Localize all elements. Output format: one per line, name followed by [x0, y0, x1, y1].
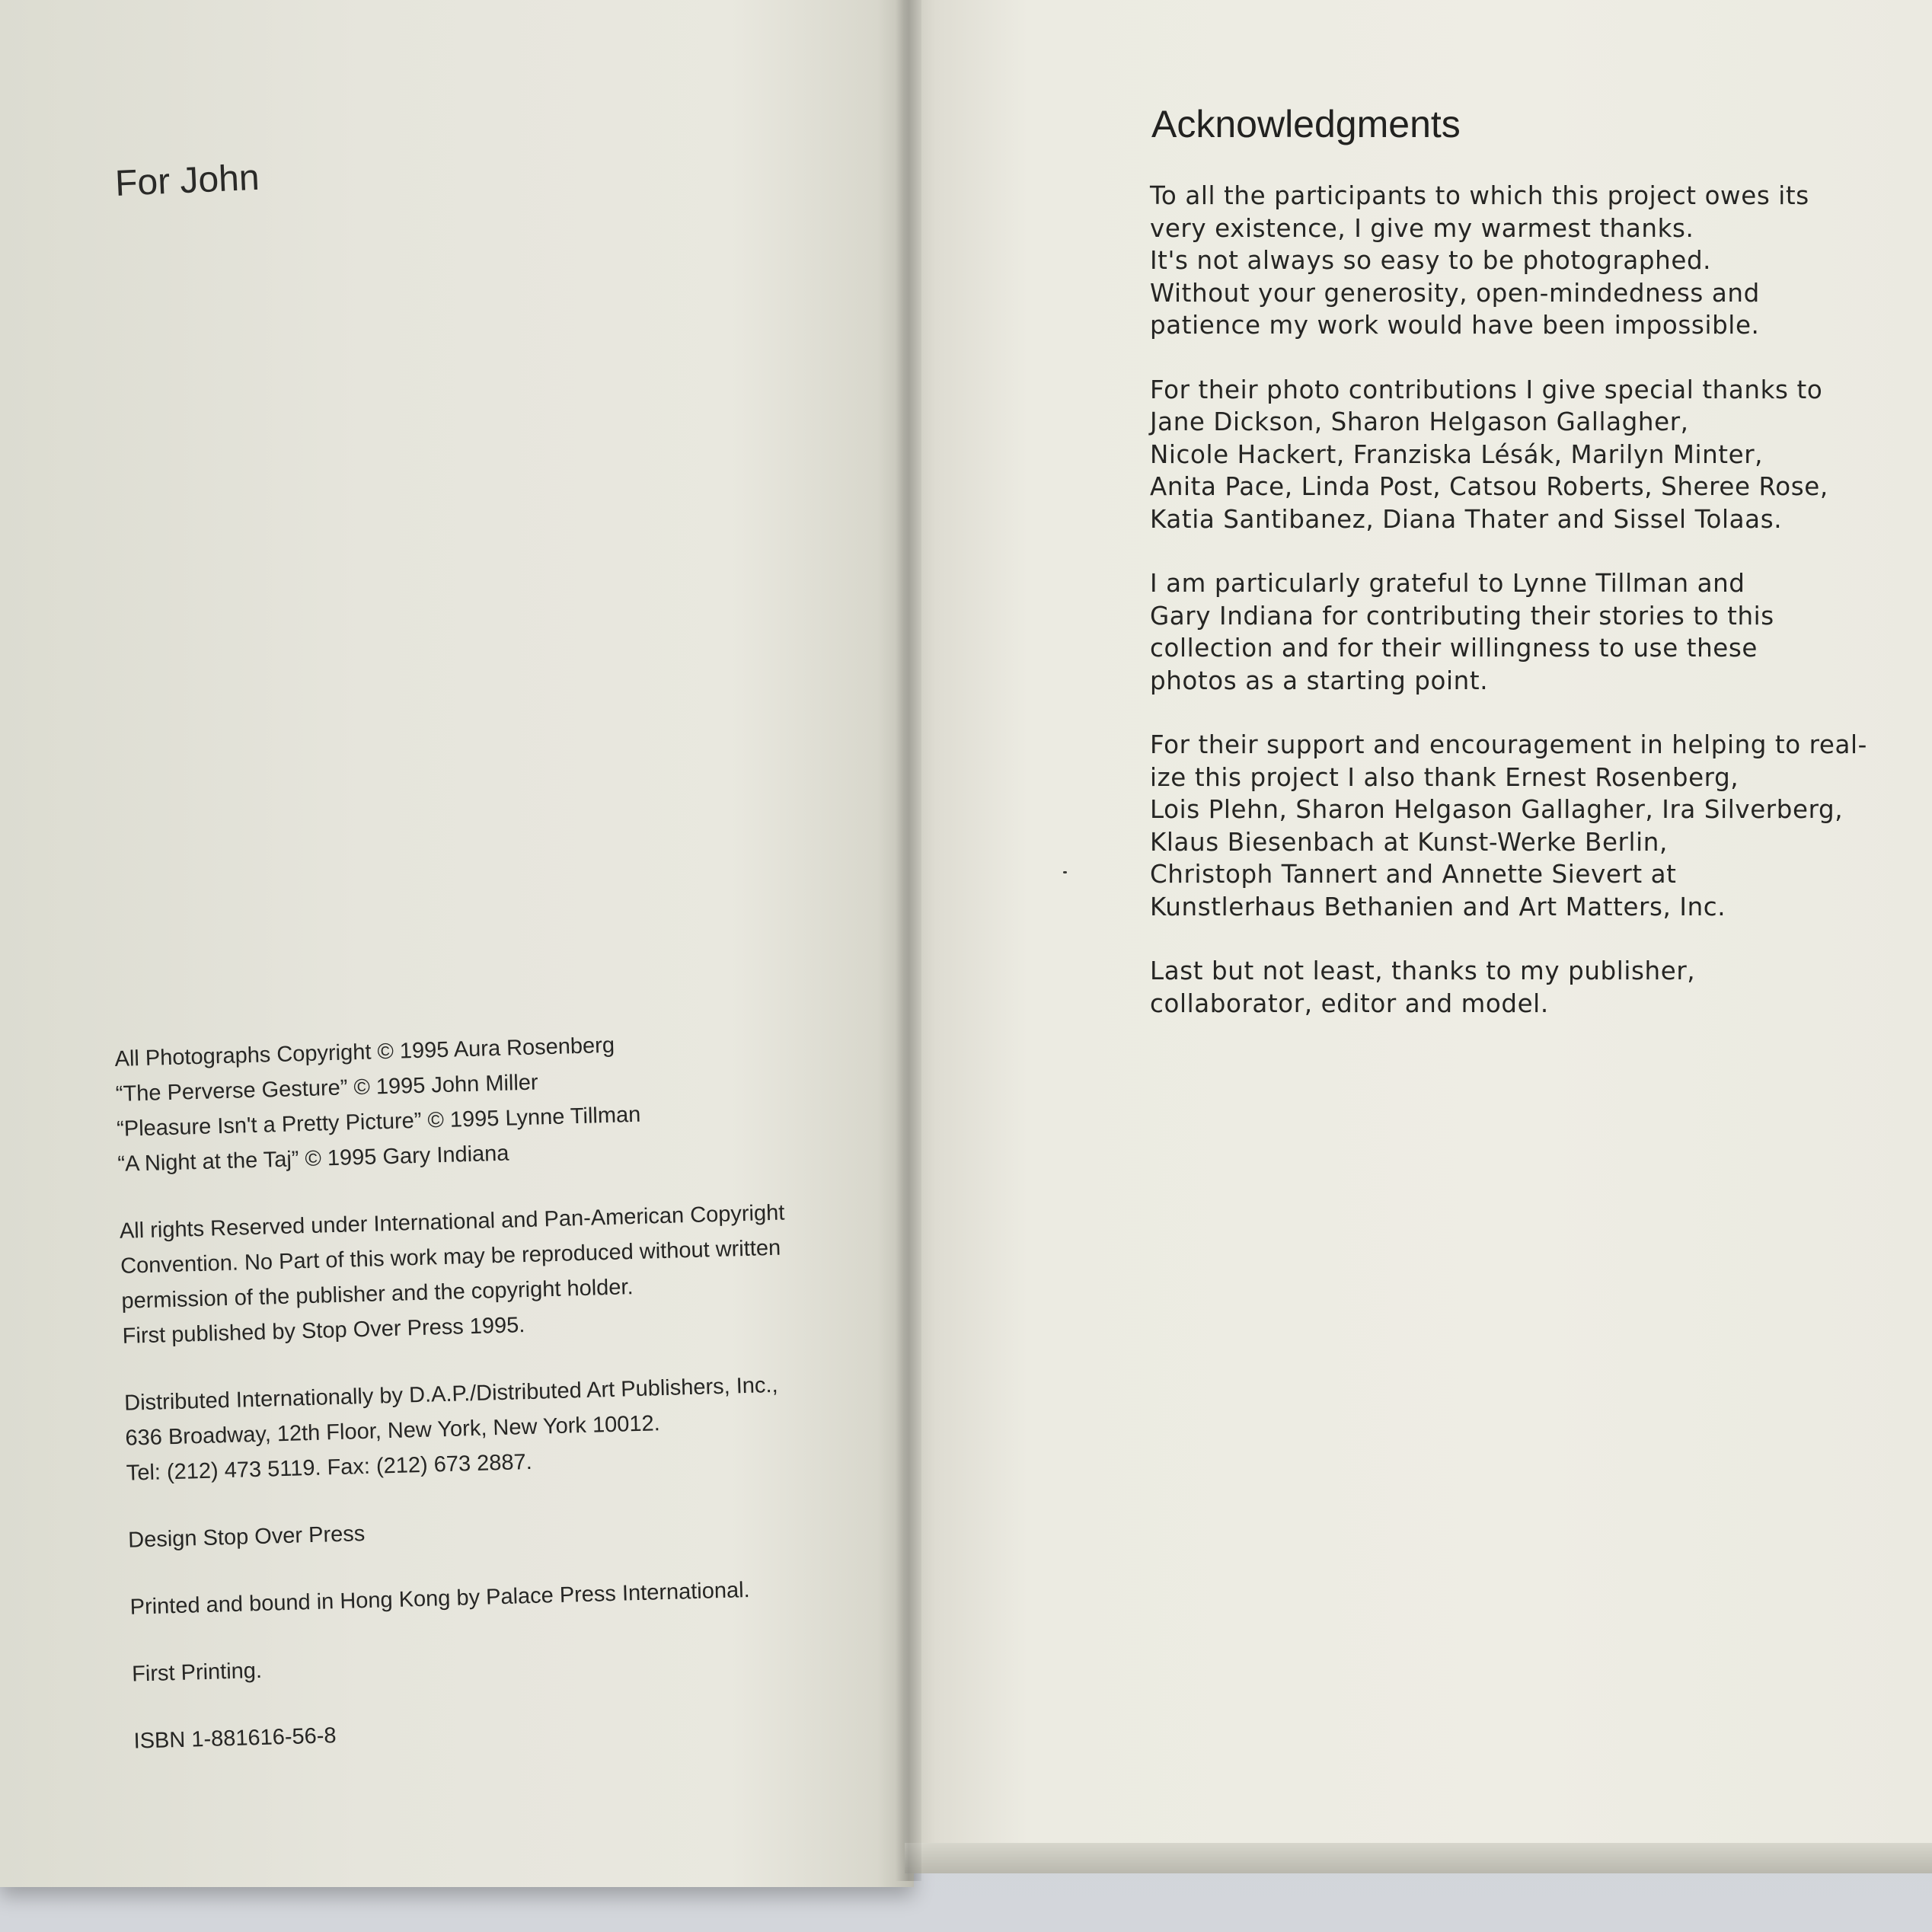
colophon-line: Tel: (212) 473 5119. Fax: (212) 673 2887. [126, 1449, 533, 1486]
book-gutter [896, 0, 921, 1881]
paper-speck [1063, 871, 1067, 873]
text-line: collaborator, editor and model. [1150, 988, 1549, 1018]
text-line: Jane Dickson, Sharon Helgason Gallagher, [1150, 407, 1689, 436]
text-line: Katia Santibanez, Diana Thater and Sissel Tolaas. [1150, 504, 1783, 534]
colophon-line: First Printing. [131, 1658, 263, 1687]
colophon-line: “A Night at the Taj” © 1995 Gary Indiana [117, 1141, 509, 1177]
left-page [0, 0, 914, 1887]
colophon-line: permission of the publisher and the copyright holder. [121, 1275, 634, 1314]
text-line: Christoph Tannert and Annette Sievert at [1150, 860, 1677, 889]
text-line: patience my work would have been impossible. [1150, 311, 1760, 340]
colophon-line: Convention. No Part of this work may be reproduced without written [120, 1235, 781, 1279]
colophon-line: “The Perverse Gesture” © 1995 John Miller [115, 1070, 539, 1107]
acknowledgments-title: Acknowledgments [1151, 103, 1461, 145]
paragraph [1150, 567, 1881, 697]
dedication: For John [114, 157, 260, 204]
text-line: Without your generosity, open-mindedness and [1150, 278, 1760, 308]
colophon-line: 636 Broadway, 12th Floor, New York, New York 10012. [125, 1411, 661, 1451]
text-line: photos as a starting point. [1150, 666, 1489, 695]
colophon [114, 1021, 865, 1758]
text-line: Gary Indiana for contributing their stories to this [1150, 601, 1774, 631]
paragraph [1150, 374, 1881, 536]
colophon-line: Distributed Internationally by D.A.P./Distributed Art Publishers, Inc., [123, 1372, 778, 1416]
acknowledgments-body [1150, 180, 1881, 1052]
colophon-line: Printed and bound in Hong Kong by Palace Press International. [129, 1577, 751, 1620]
text-line: For their support and encouragement in helping to real- [1150, 730, 1867, 759]
text-line: Anita Pace, Linda Post, Catsou Roberts, Sheree Rose, [1150, 472, 1828, 501]
text-line: I am particularly grateful to Lynne Tillman and [1150, 569, 1745, 598]
text-line: It's not always so easy to be photographed. [1150, 246, 1712, 275]
colophon-line: “Pleasure Isn't a Pretty Picture” © 1995 Lynne Tillman [116, 1102, 641, 1142]
text-line: Kunstlerhaus Bethanien and Art Matters, Inc. [1150, 892, 1726, 921]
colophon-line: All rights Reserved under International and Pan-American Copyright [119, 1200, 785, 1244]
paragraph [1150, 729, 1881, 923]
colophon-line: All Photographs Copyright © 1995 Aura Rosenberg [114, 1033, 615, 1071]
colophon-line: Design Stop Over Press [127, 1522, 366, 1553]
text-line: For their photo contributions I give special thanks to [1150, 375, 1823, 404]
text-line: Last but not least, thanks to my publisher, [1150, 956, 1696, 985]
paragraph [1150, 955, 1881, 1020]
text-line: ize this project I also thank Ernest Rosenberg, [1150, 762, 1739, 792]
text-line: very existence, I give my warmest thanks. [1150, 213, 1694, 243]
text-line: Klaus Biesenbach at Kunst-Werke Berlin, [1150, 827, 1668, 857]
colophon-line: First published by Stop Over Press 1995. [122, 1313, 525, 1349]
page-edge [905, 1843, 1932, 1873]
paragraph [1150, 180, 1881, 342]
text-line: Lois Plehn, Sharon Helgason Gallagher, Ira Silverberg, [1150, 795, 1844, 824]
text-line: collection and for their willingness to use these [1150, 634, 1758, 663]
colophon-line: ISBN 1-881616-56-8 [133, 1723, 337, 1754]
text-line: To all the participants to which this project owes its [1150, 181, 1809, 210]
text-line: Nicole Hackert, Franziska Lésák, Marilyn Minter, [1150, 439, 1764, 469]
